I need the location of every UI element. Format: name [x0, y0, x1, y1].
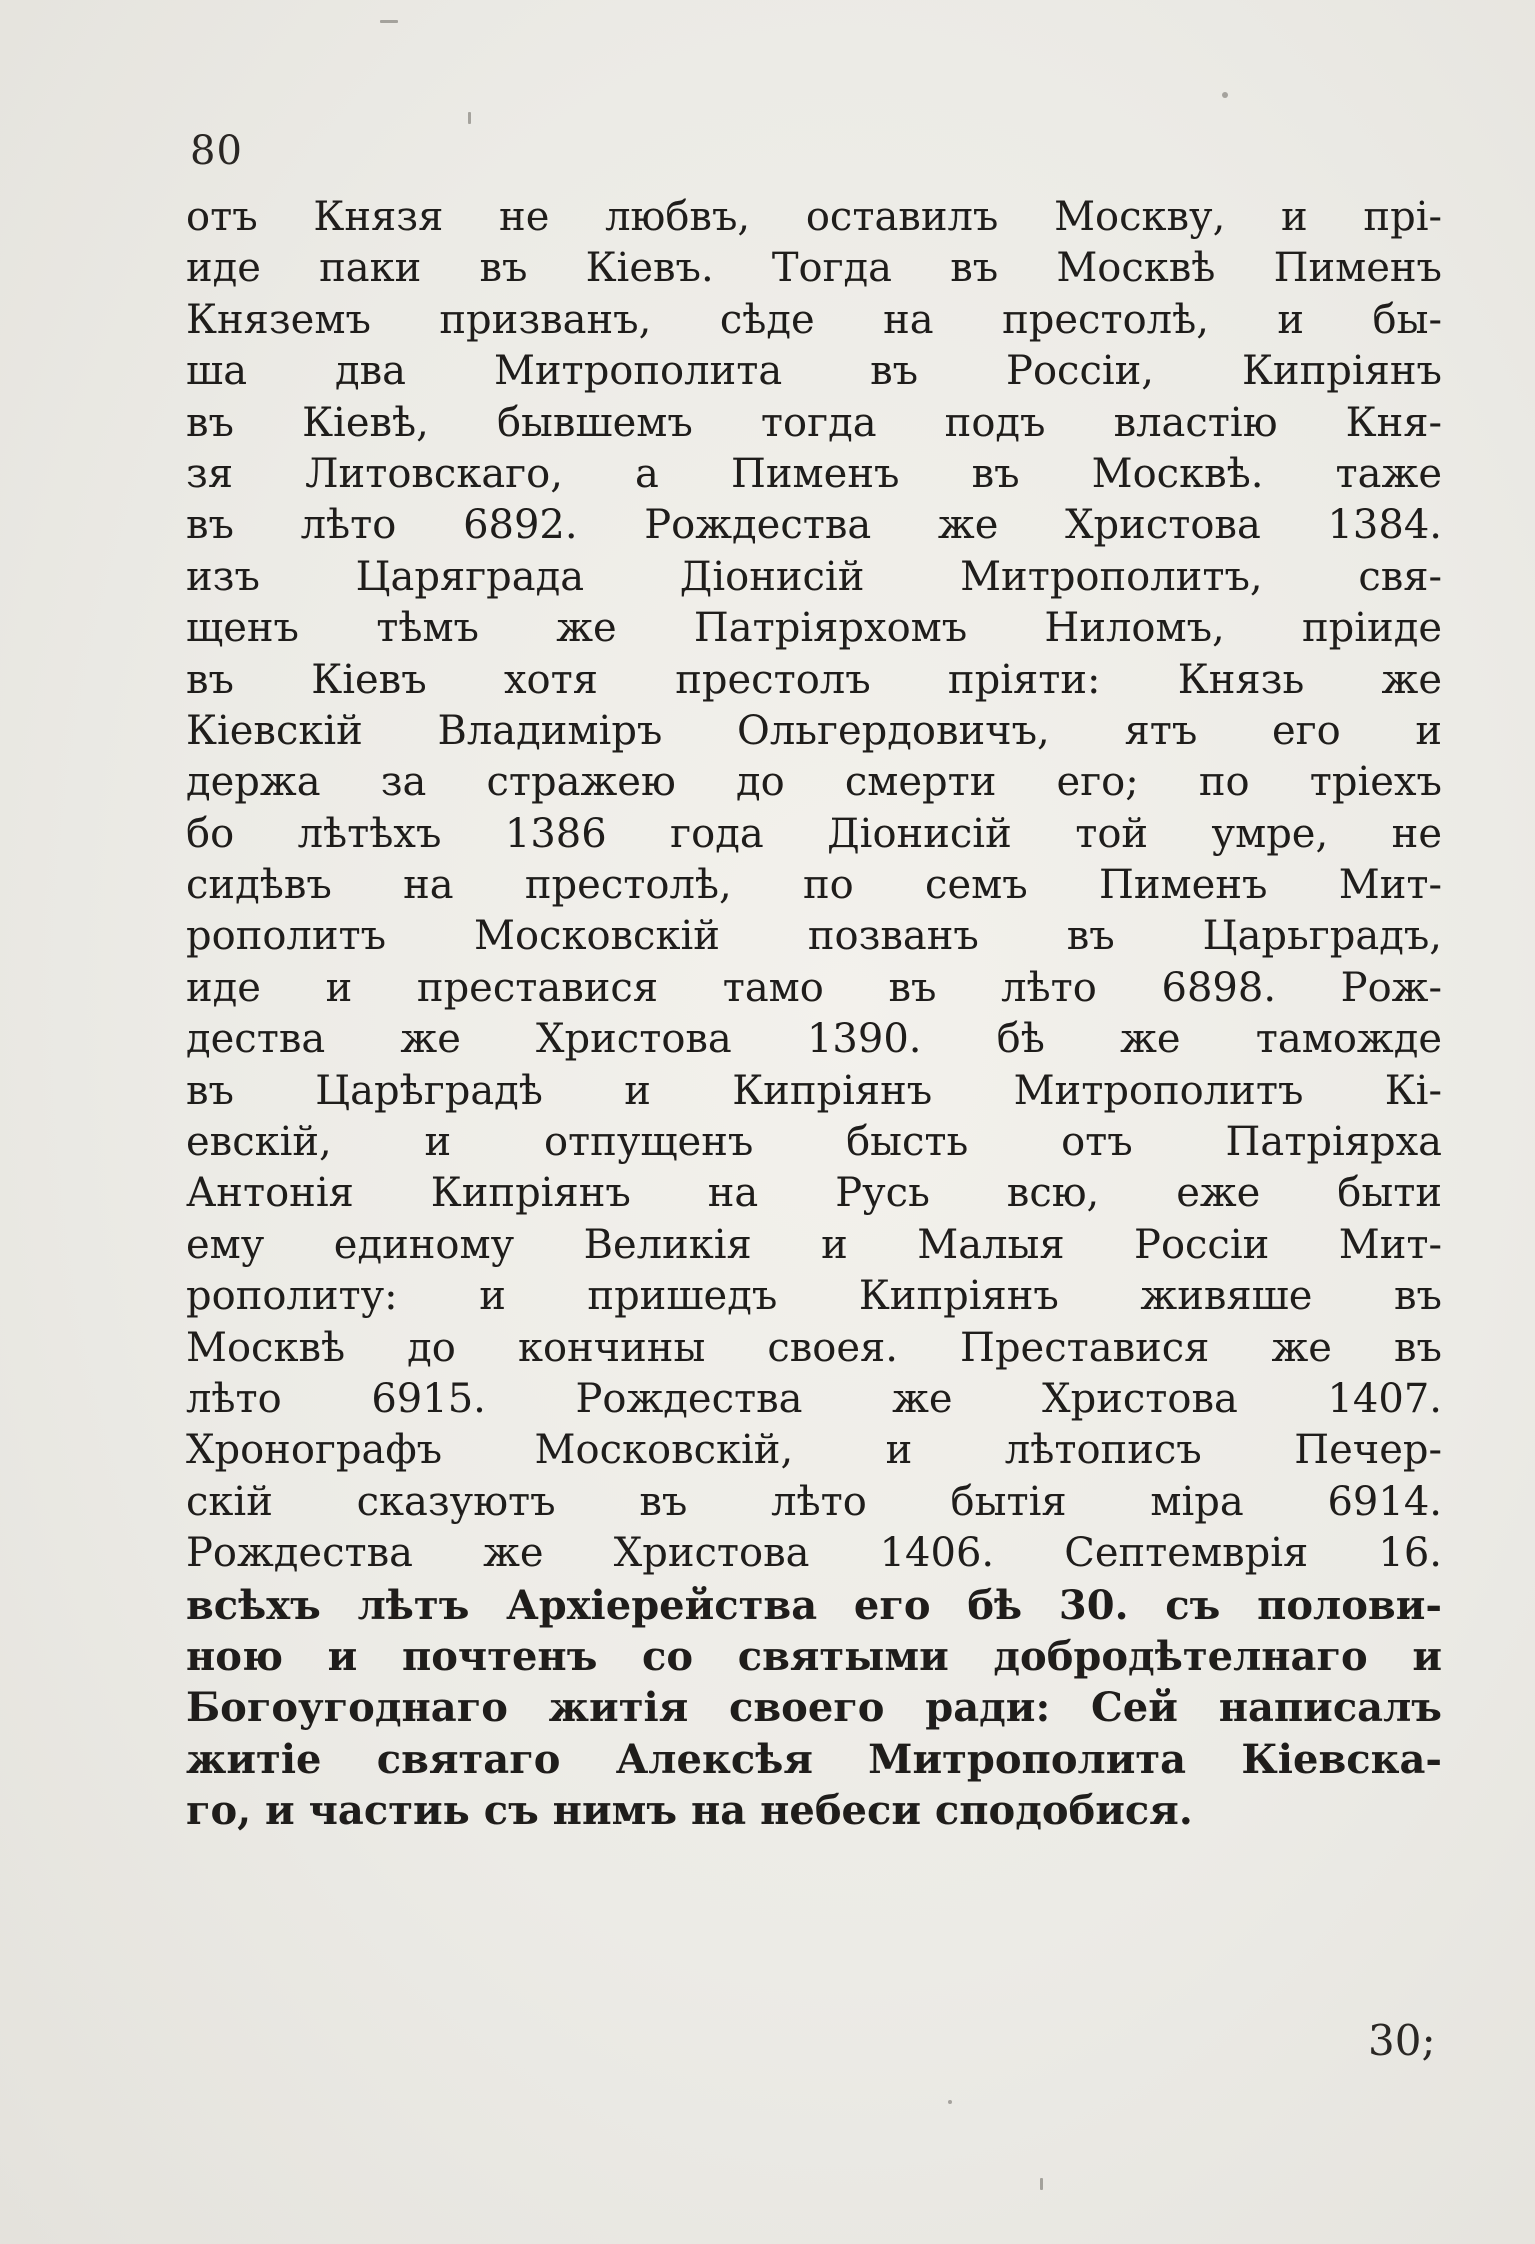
text-line: иде и преставися тамо въ лѣто 6898. Рож- — [186, 964, 1442, 1011]
text-line: въ Кіевѣ, бывшемъ тогда подъ властію Кня- — [186, 399, 1442, 446]
text-line: Москвѣ до кончины своея. Преставися же въ — [186, 1324, 1442, 1371]
page-number: 80 — [190, 128, 243, 174]
text-line: отъ Князя не любвъ, оставилъ Москву, и прі- — [186, 194, 1442, 240]
text-line: сидѣвъ на престолѣ, по семъ Пименъ Мит- — [186, 862, 1442, 909]
text-line: въ Кіевъ хотя престолъ пріяти: Князь же — [186, 656, 1442, 703]
paper-speck — [1040, 2178, 1043, 2190]
text-line: ною и почтенъ со святыми добродѣтелнаго и — [186, 1632, 1442, 1680]
text-line: всѣхъ лѣтъ Архіерейства его бѣ 30. съ полови- — [186, 1581, 1442, 1629]
text-line: бо лѣтѣхъ 1386 года Діонисій той умре, не — [186, 810, 1442, 857]
text-line: зя Литовскаго, а Пименъ въ Москвѣ. таже — [186, 450, 1442, 497]
paper-speck — [380, 20, 398, 23]
text-line: Хронографъ Московскій, и лѣтописъ Печер- — [186, 1427, 1442, 1474]
text-line: иде паки въ Кіевъ. Тогда въ Москвѣ Пименъ — [186, 245, 1442, 292]
text-line: евскій, и отпущенъ бысть отъ Патріярха — [186, 1119, 1442, 1166]
text-line: ему единому Великія и Малыя Россіи Мит- — [186, 1221, 1442, 1268]
text-line: Антонія Кипріянъ на Русь всю, еже быти — [186, 1170, 1442, 1217]
text-line: Богоугоднаго житія своего ради: Сей написалъ — [186, 1684, 1442, 1732]
text-line: ша два Митрополита въ Россіи, Кипріянъ — [186, 348, 1442, 395]
text-line: Княземъ призванъ, сѣде на престолѣ, и бы- — [186, 296, 1442, 343]
text-line: го, и частиь съ нимъ на небеси сподобися. — [186, 1787, 1193, 1835]
body-text — [186, 192, 1442, 1837]
text-line: житіе святаго Алексѣя Митрополита Кіевска- — [186, 1735, 1442, 1783]
text-line: лѣто 6915. Рождества же Христова 1407. — [186, 1375, 1442, 1422]
text-line: Рождества же Христова 1406. Септемврія 16. — [186, 1530, 1442, 1577]
text-line: въ лѣто 6892. Рождества же Христова 1384. — [186, 502, 1442, 549]
text-line: рополиту: и пришедъ Кипріянъ живяше въ — [186, 1273, 1442, 1320]
text-line: дества же Христова 1390. бѣ же тамождe — [186, 1016, 1442, 1063]
text-line: щенъ тѣмъ же Патріярхомъ Ниломъ, пріиде — [186, 605, 1442, 652]
paper-speck — [948, 2100, 952, 2104]
text-line: изъ Царяграда Діонисій Митрополитъ, свя- — [186, 553, 1442, 600]
text-line: держа за стражею до смерти его; по тріехъ — [186, 759, 1442, 806]
text-line: Кіевскій Владиміръ Ольгердовичъ, ятъ его и — [186, 707, 1442, 754]
text-line: скій сказуютъ въ лѣто бытія міра 6914. — [186, 1478, 1442, 1525]
paper-speck — [1222, 92, 1228, 98]
text-line: въ Царѣградѣ и Кипріянъ Митрополитъ Кі- — [186, 1067, 1442, 1114]
signature-mark: 30; — [1368, 2016, 1436, 2065]
paper-speck — [468, 112, 471, 124]
text-line: рополитъ Московскій позванъ въ Царьградъ, — [186, 913, 1442, 960]
